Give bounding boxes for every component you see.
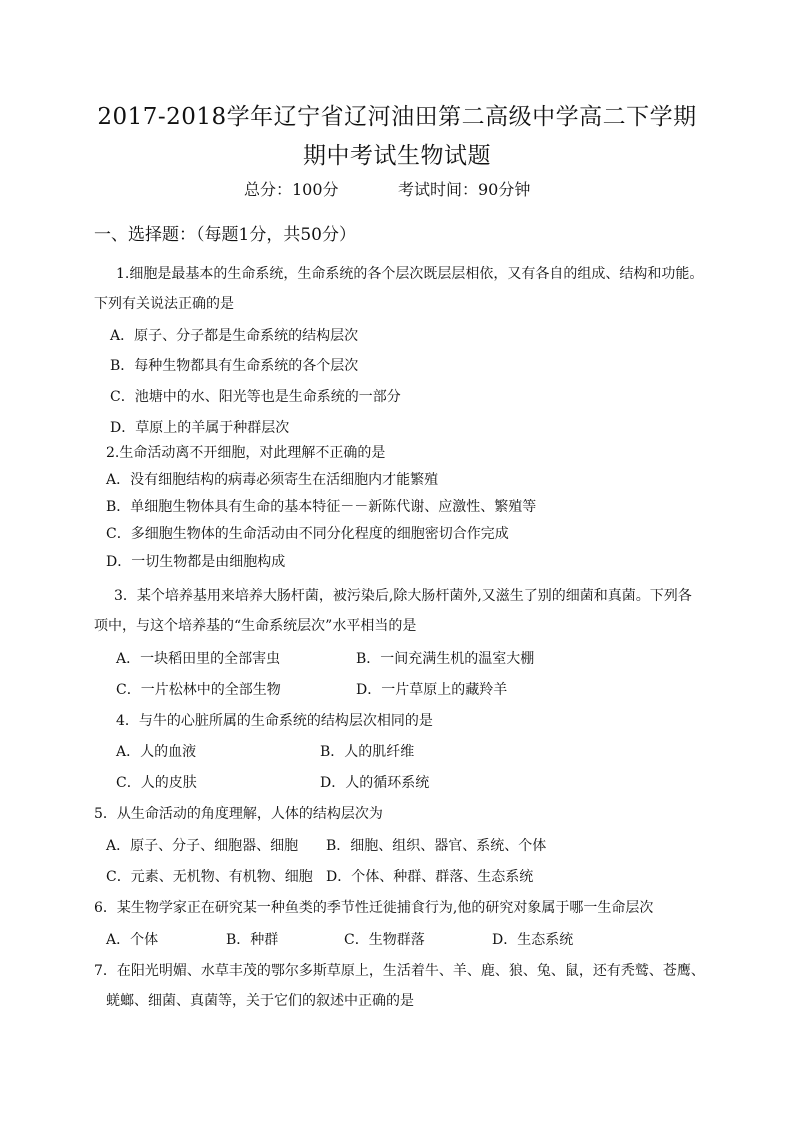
q1-option-d: D．草原上的羊属于种群层次 [110,420,290,436]
q5-option-b: B．细胞、组织、器官、系统、个体 [326,838,547,854]
q4-option-d: D．人的循环系统 [320,775,430,791]
q5-option-a: A．原子、分子、细胞器、细胞 [106,838,299,854]
q6-option-c: C．生物群落 [344,932,425,948]
q6-option-d: D．生态系统 [492,932,574,948]
q3-stem-line-1: 3．某个培养基用来培养大肠杆菌，被污染后,除大肠杆菌外,又滋生了别的细菌和真菌。下列各 [114,588,692,604]
q3-stem-line-2: 项中，与这个培养基的“生命系统层次”水平相当的是 [94,618,417,634]
exam-title-line-1: 2017-2018学年辽宁省辽河油田第二高级中学高二下学期 [97,104,697,130]
q6-option-b: B．种群 [226,932,279,948]
q2-option-c: C．多细胞生物体的生命活动由不同分化程度的细胞密切合作完成 [106,526,509,542]
q1-stem-line-2: 下列有关说法正确的是 [94,296,234,312]
q5-option-c: C．元素、无机物、有机物、细胞 [106,869,313,885]
q1-option-b: B．每种生物都具有生命系统的各个层次 [110,358,359,374]
q2-option-d: D．一切生物都是由细胞构成 [106,554,286,570]
q4-option-a: A．人的血液 [116,744,197,760]
q5-option-d: D．个体、种群、群落、生态系统 [326,869,534,885]
q4-option-c: C．人的皮肤 [116,775,197,791]
total-score: 总分：100分 [244,180,339,199]
q3-option-c: C．一片松林中的全部生物 [116,682,281,698]
section-heading: 一、选择题：（每题1分，共50分） [94,225,356,245]
q2-option-a: A．没有细胞结构的病毒必须寄生在活细胞内才能繁殖 [106,472,439,488]
q1-option-c: C．池塘中的水、阳光等也是生命系统的一部分 [110,389,401,405]
q2-stem: 2.生命活动离不开细胞，对此理解不正确的是 [106,445,386,461]
q2-option-b: B．单细胞生物体具有生命的基本特征－－新陈代谢、应激性、繁殖等 [106,499,537,515]
q4-stem: 4．与牛的心脏所属的生命系统的结构层次相同的是 [116,713,433,729]
q3-option-d: D．一片草原上的藏羚羊 [356,682,508,698]
q6-option-a: A．个体 [106,932,159,948]
q4-option-b: B．人的肌纤维 [320,744,415,760]
q5-stem: 5．从生命活动的角度理解，人体的结构层次为 [94,806,383,822]
q3-option-a: A．一块稻田里的全部害虫 [116,651,281,667]
q7-stem-line-2: 蜣螂、细菌、真菌等，关于它们的叙述中正确的是 [106,993,414,1009]
q3-option-b: B．一间充满生机的温室大棚 [356,651,535,667]
q7-stem-line-1: 7．在阳光明媚、水草丰茂的鄂尔多斯草原上，生活着牛、羊、鹿、狼、兔、鼠，还有秃鹫、苍鹰、 [94,963,705,979]
q6-stem: 6．某生物学家正在研究某一种鱼类的季节性迁徙捕食行为,他的研究对象属于哪一生命层次 [94,900,654,916]
q1-stem-line-1: 1.细胞是最基本的生命系统，生命系统的各个层次既层层相依，又有各自的组成、结构和功能。 [116,266,704,282]
exam-title-line-2: 期中考试生物试题 [303,143,491,169]
q1-option-a: A．原子、分子都是生命系统的结构层次 [110,328,359,344]
exam-time: 考试时间：90分钟 [398,180,531,199]
